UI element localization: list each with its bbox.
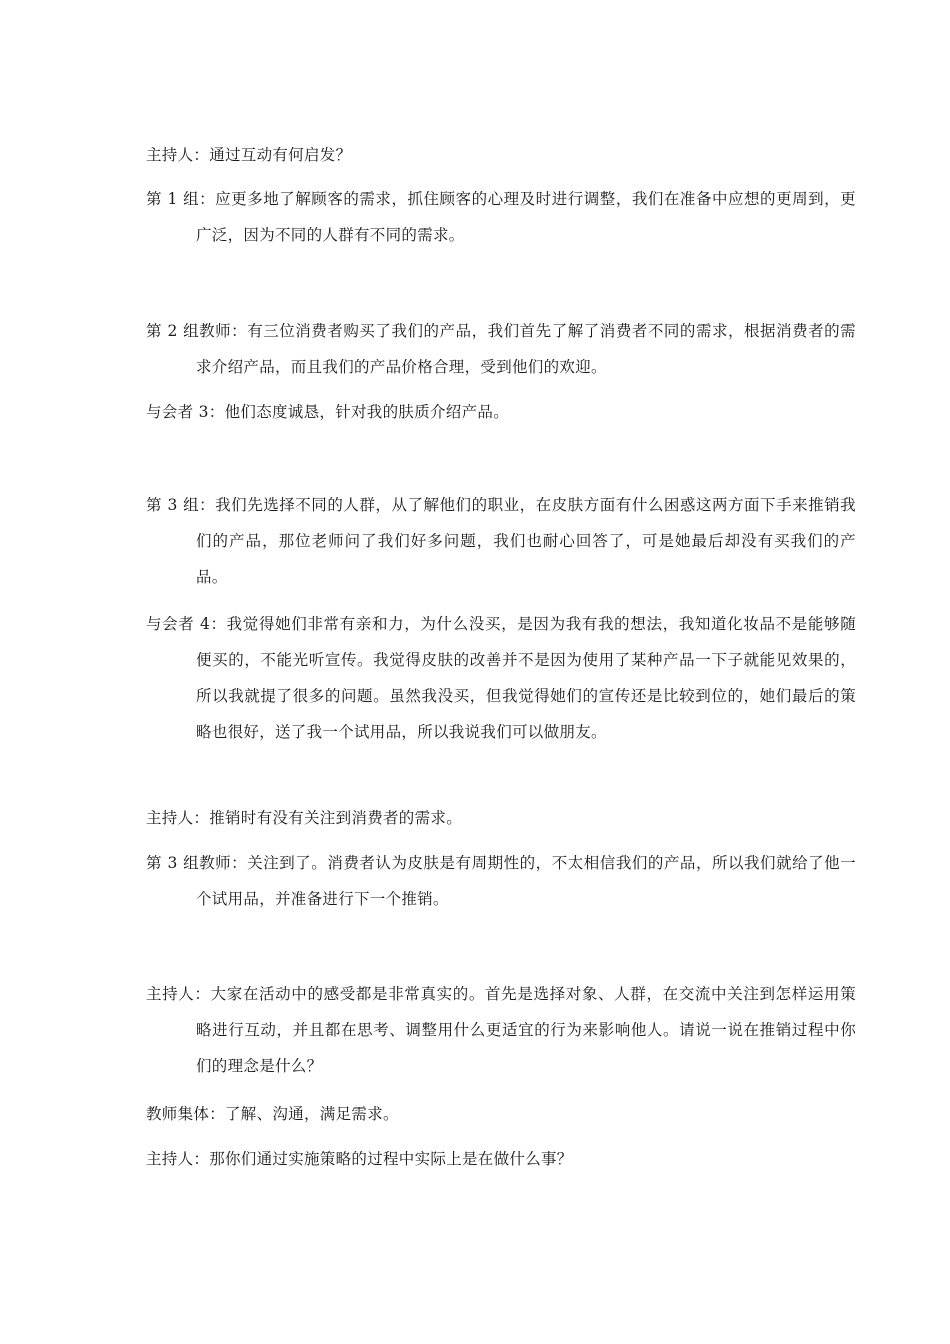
paragraph-text: 第 1 组：应更多地了解顾客的需求，抓住顾客的心理及时进行调整，我们在准备中应想的更周到，更广泛，因为不同的人群有不同的需求。 [146,190,856,244]
paragraph-text: 教师集体：了解、沟通，满足需求。 [146,1105,399,1123]
paragraph-text: 主持人：推销时有没有关注到消费者的需求。 [146,809,463,827]
paragraph-text: 与会者 4：我觉得她们非常有亲和力，为什么没买，是因为我有我的想法，我知道化妆品不是能够随便买的，不能光听宣传。我觉得皮肤的改善并不是因为使用了某种产品一下子就能见效果的，所以我就提了很多的问题。虽然我没买，但我觉得她们的宣传还是比较到位的，她们最后的策略也很好，送了我一个试用品，所以我说我们可以做朋友。 [146,615,856,741]
paragraph-group-2-teacher [146,313,856,385]
paragraph-host-summary [146,976,856,1084]
paragraph-group-3 [146,487,856,595]
paragraph-group-3-teacher [146,845,856,917]
paragraph-attendee-4 [146,606,856,750]
paragraph-text: 第 3 组：我们先选择不同的人群，从了解他们的职业，在皮肤方面有什么困惑这两方面下手来推销我们的产品，那位老师问了我们好多问题，我们也耐心回答了，可是她最后却没有买我们的产品。 [146,496,856,586]
paragraph-group-1 [146,181,856,253]
paragraph-teachers-collective [146,1096,856,1132]
paragraph-attendee-3 [146,394,856,430]
paragraph-host-question-2 [146,800,856,836]
paragraph-host-question-3 [146,1141,856,1177]
paragraph-text: 与会者 3：他们态度诚恳，针对我的肤质介绍产品。 [146,403,509,421]
paragraph-host-question-1 [146,137,856,173]
paragraph-text: 第 2 组教师：有三位消费者购买了我们的产品，我们首先了解了消费者不同的需求，根据消费者的需求介绍产品，而且我们的产品价格合理，受到他们的欢迎。 [146,322,856,376]
paragraph-text: 主持人：通过互动有何启发？ [146,146,352,164]
paragraph-text: 第 3 组教师：关注到了。消费者认为皮肤是有周期性的，不太相信我们的产品，所以我们就给了他一个试用品，并准备进行下一个推销。 [146,854,856,908]
paragraph-text: 主持人：那你们通过实施策略的过程中实际上是在做什么事？ [146,1150,573,1168]
paragraph-text: 主持人：大家在活动中的感受都是非常真实的。首先是选择对象、人群，在交流中关注到怎样运用策略进行互动，并且都在思考、调整用什么更适宜的行为来影响他人。请说一说在推销过程中你们的理念是什么？ [146,985,856,1075]
